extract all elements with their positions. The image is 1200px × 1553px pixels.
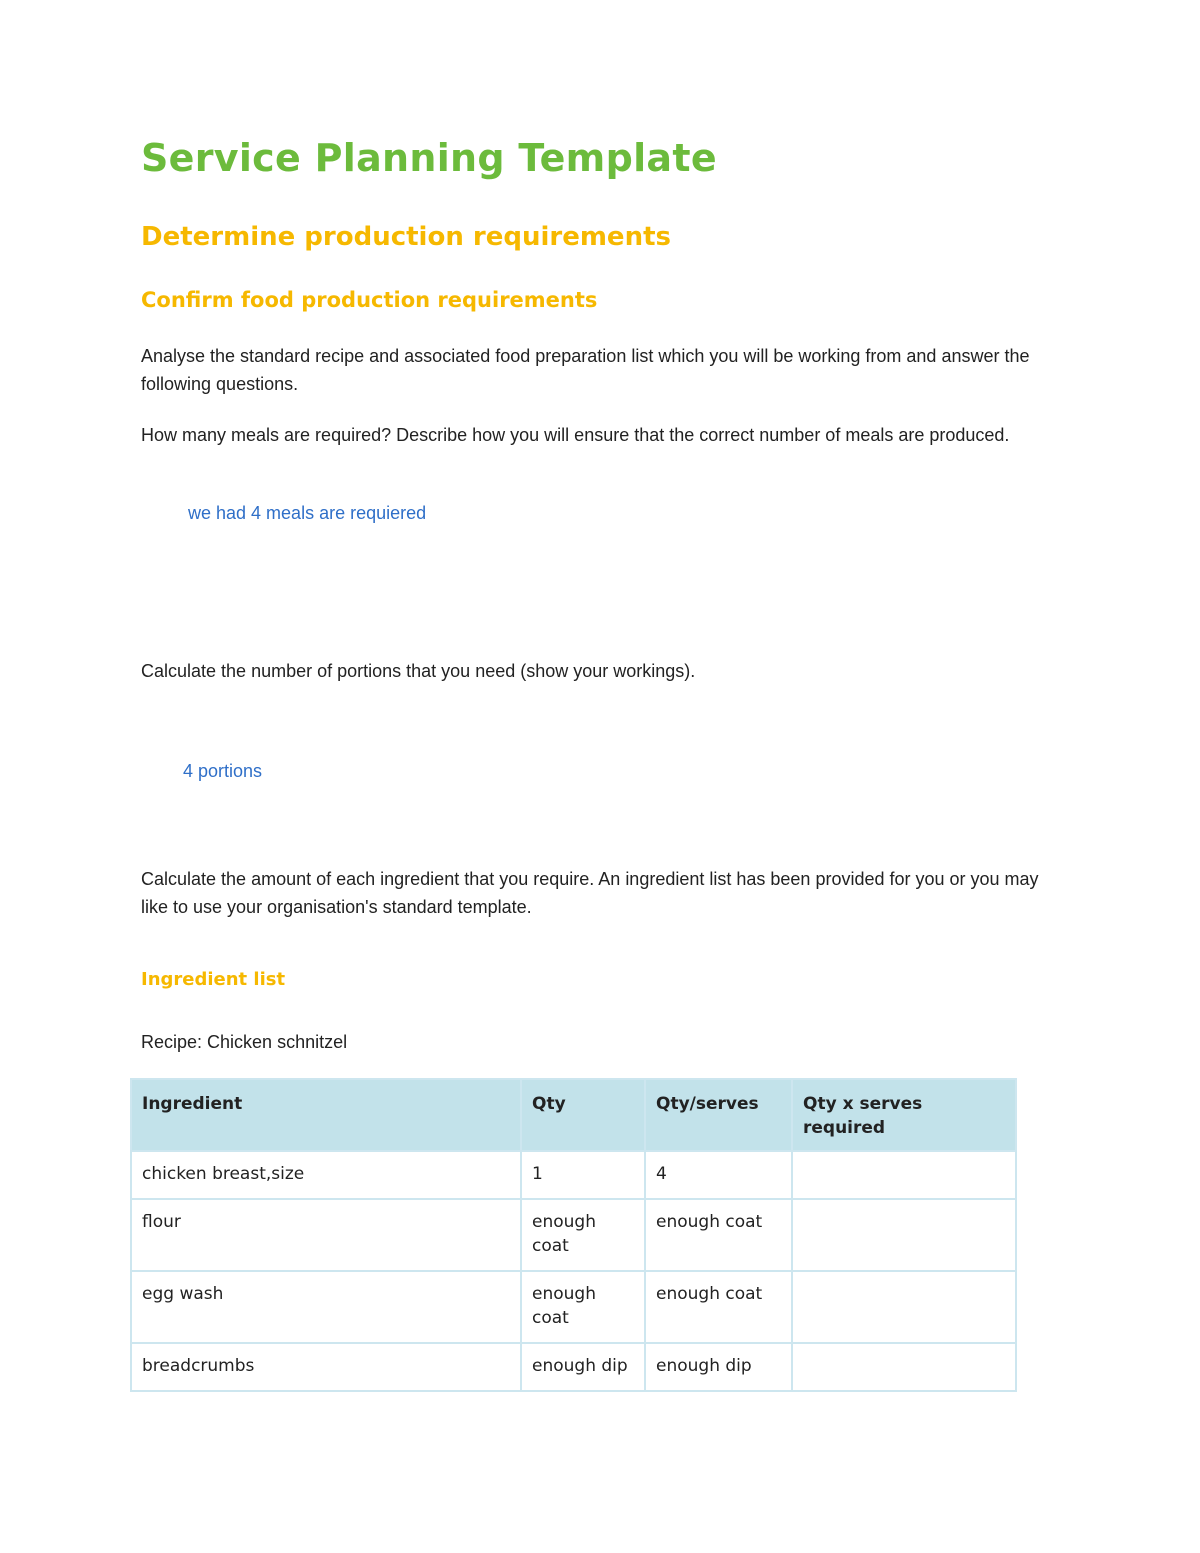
- cell-qty: enough coat: [521, 1199, 645, 1271]
- question-ingredients: Calculate the amount of each ingredient that you require. An ingredient list has been provided for you or you may like to use your organisation's standard template.: [141, 869, 1039, 917]
- cell-required: [792, 1271, 1016, 1343]
- answer-portions: 4 portions: [183, 761, 263, 781]
- table-row: [131, 1199, 1016, 1271]
- table-header-row: [131, 1079, 1016, 1151]
- header-qty: Qty: [521, 1079, 645, 1151]
- document-title: Service Planning Template: [141, 136, 717, 180]
- cell-ingredient: egg wash: [131, 1271, 521, 1343]
- question-portions: Calculate the number of portions that you need (show your workings).: [141, 661, 696, 681]
- cell-ingredient: chicken breast,size: [131, 1151, 521, 1199]
- cell-qty: enough coat: [521, 1271, 645, 1343]
- cell-qty-serves: 4: [645, 1151, 792, 1199]
- subsection-heading: Confirm food production requirements: [141, 288, 598, 312]
- header-qty-serves: Qty/serves: [645, 1079, 792, 1151]
- table-row: [131, 1271, 1016, 1343]
- section-heading: Determine production requirements: [141, 222, 671, 252]
- cell-ingredient: flour: [131, 1199, 521, 1271]
- table-row: [131, 1343, 1016, 1391]
- ingredient-table: [130, 1078, 1017, 1392]
- answer-meals: we had 4 meals are requiered: [188, 503, 427, 523]
- question-meals: How many meals are required? Describe how you will ensure that the correct number of meals are produced.: [141, 425, 1010, 445]
- cell-qty: 1: [521, 1151, 645, 1199]
- cell-qty-serves: enough coat: [645, 1199, 792, 1271]
- cell-required: [792, 1151, 1016, 1199]
- cell-ingredient: breadcrumbs: [131, 1343, 521, 1391]
- cell-required: [792, 1343, 1016, 1391]
- cell-qty: enough dip: [521, 1343, 645, 1391]
- cell-required: [792, 1199, 1016, 1271]
- intro-paragraph: Analyse the standard recipe and associated food preparation list which you will be working from and answer the following questions.: [141, 346, 1030, 394]
- ingredient-list-heading: Ingredient list: [141, 969, 286, 990]
- cell-qty-serves: enough coat: [645, 1271, 792, 1343]
- header-qty-x-serves-required: Qty x serves required: [792, 1079, 1016, 1151]
- table-row: [131, 1151, 1016, 1199]
- header-ingredient: Ingredient: [131, 1079, 521, 1151]
- recipe-name: Recipe: Chicken schnitzel: [141, 1032, 348, 1052]
- cell-qty-serves: enough dip: [645, 1343, 792, 1391]
